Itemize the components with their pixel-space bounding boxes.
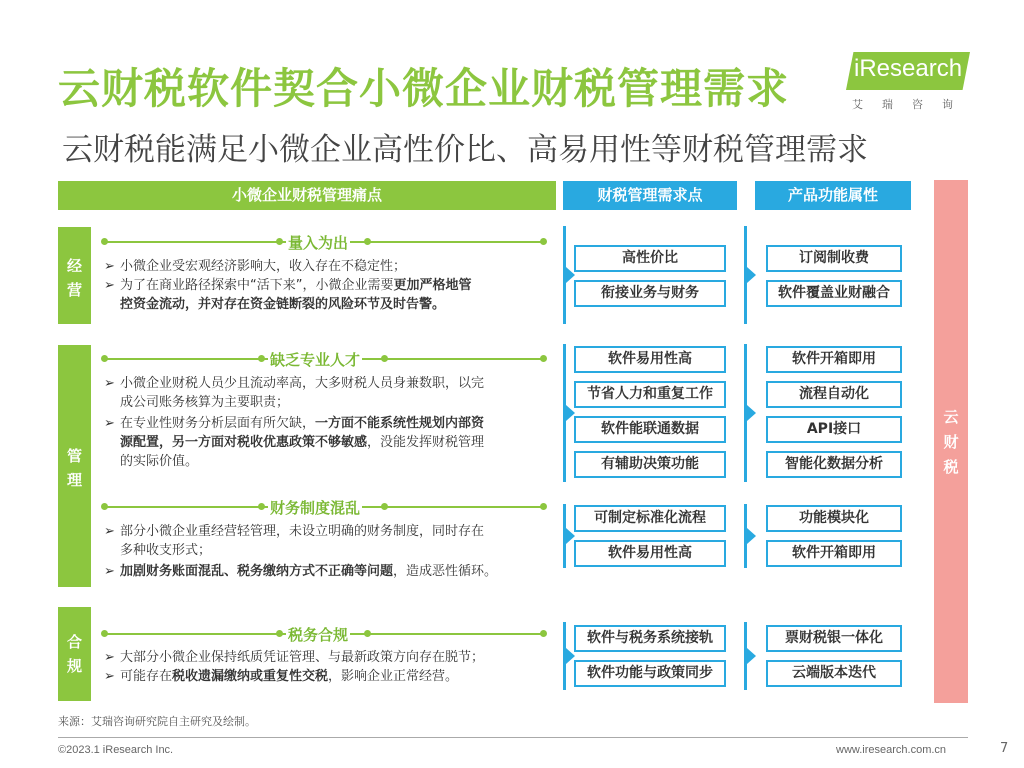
- header-functions: 产品功能属性: [755, 181, 911, 210]
- bullet-item: ➢ 可能存在税收遗漏缴纳或重复性交税，影响企业正常经营。: [104, 669, 459, 684]
- iresearch-logo: [846, 52, 970, 114]
- topic-dot: [101, 238, 108, 245]
- footer-divider: [58, 737, 968, 738]
- cloud-char: 云: [943, 408, 959, 426]
- need-box: 软件功能与政策同步: [574, 660, 726, 687]
- bullet-item: ➢ 小微企业受宏观经济影响大，收入存在不稳定性；: [104, 259, 407, 274]
- bullet-item: ➢ 小微企业财税人员少且流动率高，大多财税人员身兼数职，以完 成公司账务核算为主要职责；: [104, 376, 485, 410]
- bullet-item: ➢ 大部分小微企业保持纸质凭证管理、与最新政策方向存在脱节；: [104, 650, 485, 665]
- logo-subtitle: 艾瑞咨询: [852, 98, 972, 111]
- bullet-item: ➢ 在专业性财务分析层面有所欠缺，一方面不能系统性规划内部资 源配置，另一方面对税收优惠政策不够敏感，没能发挥财税管理 的实际价值。: [104, 416, 485, 469]
- topic-dot: [381, 503, 388, 510]
- function-box: 票财税银一体化: [766, 625, 902, 652]
- function-box: API接口: [766, 416, 902, 443]
- need-box: 软件易用性高: [574, 540, 726, 567]
- need-box: 有辅助决策功能: [574, 451, 726, 478]
- topic-dot: [364, 238, 371, 245]
- bullet-item: ➢ 加剧财务账面混乱、税务缴纳方式不正确等问题，造成恶性循环。: [104, 564, 498, 579]
- function-box: 软件开箱即用: [766, 540, 902, 567]
- copyright: ©2023.1 iResearch Inc.: [58, 744, 174, 756]
- topic-title: 量入为出: [288, 234, 349, 252]
- topic-dot: [276, 238, 283, 245]
- category-comply: 合 规: [58, 607, 91, 701]
- category-manage: 管 理: [58, 345, 91, 587]
- topic-title: 税务合规: [288, 626, 349, 644]
- topic-dot: [540, 238, 547, 245]
- function-box: 软件开箱即用: [766, 346, 902, 373]
- function-box: 流程自动化: [766, 381, 902, 408]
- topic-dot: [101, 630, 108, 637]
- need-box: 软件易用性高: [574, 346, 726, 373]
- function-box: 订阅制收费: [766, 245, 902, 272]
- topic-dot: [540, 630, 547, 637]
- page-subtitle: 云财税能满足小微企业高性价比、高易用性等财税管理需求: [62, 132, 868, 168]
- cloud-char: 税: [943, 458, 959, 476]
- topic-dot: [276, 630, 283, 637]
- topic-dot: [258, 503, 265, 510]
- topic-dot: [258, 355, 265, 362]
- category-operate: 经 营: [58, 227, 91, 324]
- arrow-right-icon: [747, 405, 756, 421]
- header-pain-points: 小微企业财税管理痛点: [58, 181, 556, 210]
- topic-dot: [381, 355, 388, 362]
- topic-dot: [101, 355, 108, 362]
- arrow-right-icon: [747, 648, 756, 664]
- page-title: 云财税软件契合小微企业财税管理需求: [58, 64, 790, 113]
- function-box: 智能化数据分析: [766, 451, 902, 478]
- function-box: 软件覆盖业财融合: [766, 280, 902, 307]
- logo-brand: iResearch: [854, 55, 963, 82]
- topic-dot: [540, 503, 547, 510]
- page-number: 7: [1000, 741, 1009, 756]
- need-box: 高性价比: [574, 245, 726, 272]
- topic-title: 缺乏专业人才: [270, 351, 361, 369]
- function-box: 云端版本迭代: [766, 660, 902, 687]
- topic-dot: [101, 503, 108, 510]
- need-box: 软件与税务系统接轨: [574, 625, 726, 652]
- header-needs: 财税管理需求点: [563, 181, 737, 210]
- arrow-right-icon: [747, 267, 756, 283]
- topic-dot: [364, 630, 371, 637]
- need-box: 可制定标准化流程: [574, 505, 726, 532]
- need-box: 软件能联通数据: [574, 416, 726, 443]
- need-box: 衔接业务与财务: [574, 280, 726, 307]
- arrow-right-icon: [747, 528, 756, 544]
- source-note: 来源：艾瑞咨询研究院自主研究及绘制。: [58, 715, 256, 728]
- cloud-finance-bar: [934, 180, 968, 703]
- function-box: 功能模块化: [766, 505, 902, 532]
- topic-title: 财务制度混乱: [270, 499, 361, 517]
- bullet-item: ➢ 为了在商业路径探索中“活下来”，小微企业需要更加严格地管 控资金流动，并对存在资金链断裂的风险环节及时告警。: [104, 278, 472, 312]
- website-url: www.iresearch.com.cn: [836, 744, 947, 756]
- bullet-item: ➢ 部分小微企业重经营轻管理，未设立明确的财务制度，同时存在 多种收支形式；: [104, 524, 485, 558]
- cloud-char: 财: [943, 433, 959, 451]
- need-box: 节省人力和重复工作: [574, 381, 726, 408]
- topic-dot: [540, 355, 547, 362]
